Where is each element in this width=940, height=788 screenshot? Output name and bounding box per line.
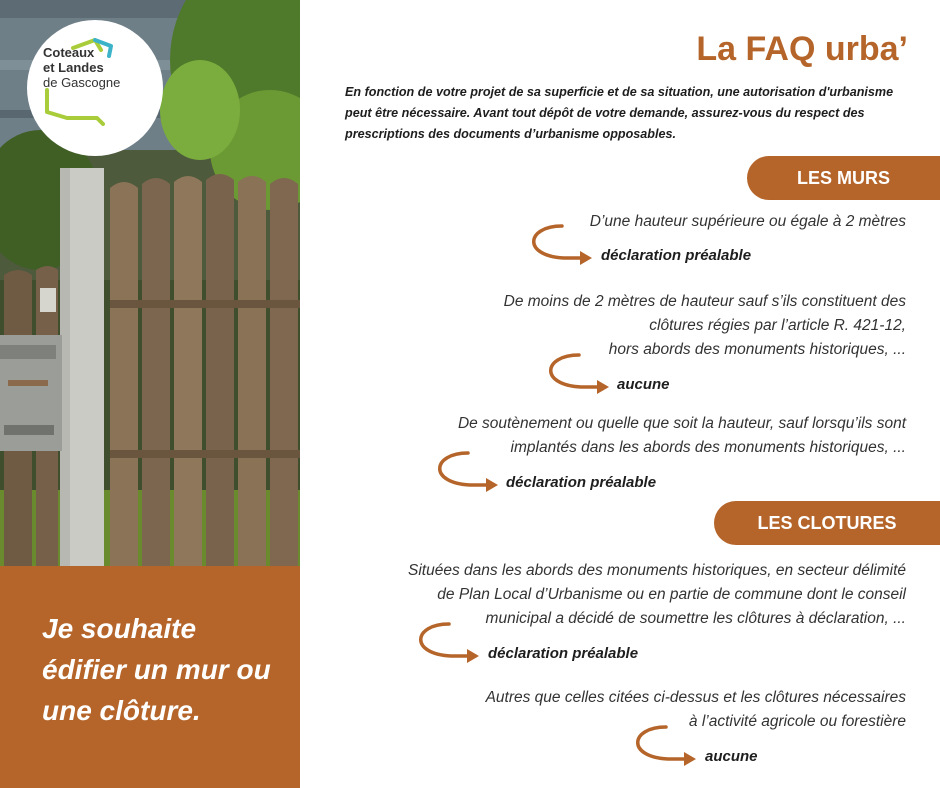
curved-arrow-icon <box>630 721 702 771</box>
curved-arrow-icon <box>526 220 598 270</box>
logo-line3: de Gascogne <box>43 75 121 90</box>
clotures-answer-2: aucune <box>705 748 758 765</box>
clotures-answer-1: déclaration préalable <box>488 645 639 662</box>
curved-arrow-icon <box>432 447 504 497</box>
curved-arrow-icon <box>413 618 485 668</box>
murs-answer-1: déclaration préalable <box>601 247 752 264</box>
murs-answer-2: aucune <box>617 376 670 393</box>
page-title: La FAQ urba’ <box>696 30 908 68</box>
intro-text: En fonction de votre projet de sa superficie et de sa situation, une autorisation d'urbanisme peut être nécessaire. Avant tout dépôt de votre demande, assurez-vous du respect des prescriptions des documents d’urbanisme opposables. <box>345 85 894 141</box>
logo-line2: et Landes <box>43 60 104 75</box>
clotures-question-2: Autres que celles citées ci-dessus et les clôtures nécessaires à l’activité agricole ou forestière <box>485 689 906 730</box>
section-heading-murs: LES MURS <box>747 156 940 200</box>
section-heading-clotures: LES CLOTURES <box>714 501 940 545</box>
tagline: Je souhaite édifier un mur ou une clôture. <box>42 613 271 726</box>
murs-question-2: De moins de 2 mètres de hauteur sauf s’ils constituent des clôtures régies par l’article R. 421-12, hors abords des monuments historiques, ... <box>503 293 906 358</box>
clotures-question-1: Situées dans les abords des monuments historiques, en secteur délimité de Plan Local d’Urbanisme ou en partie de commune dont le conseil municipal a décidé de soumettre les clôtures à déclaration, ... <box>408 562 906 627</box>
logo-text <box>43 45 120 90</box>
murs-question-3: De soutènement ou quelle que soit la hauteur, sauf lorsqu’ils sont implantés dans les abords des monuments historiques, ... <box>457 415 906 456</box>
murs-question-1: D’une hauteur supérieure ou égale à 2 mètres <box>589 213 906 230</box>
curved-arrow-icon <box>543 349 615 399</box>
murs-answer-3: déclaration préalable <box>506 474 657 491</box>
logo-line1: Coteaux <box>43 45 95 60</box>
